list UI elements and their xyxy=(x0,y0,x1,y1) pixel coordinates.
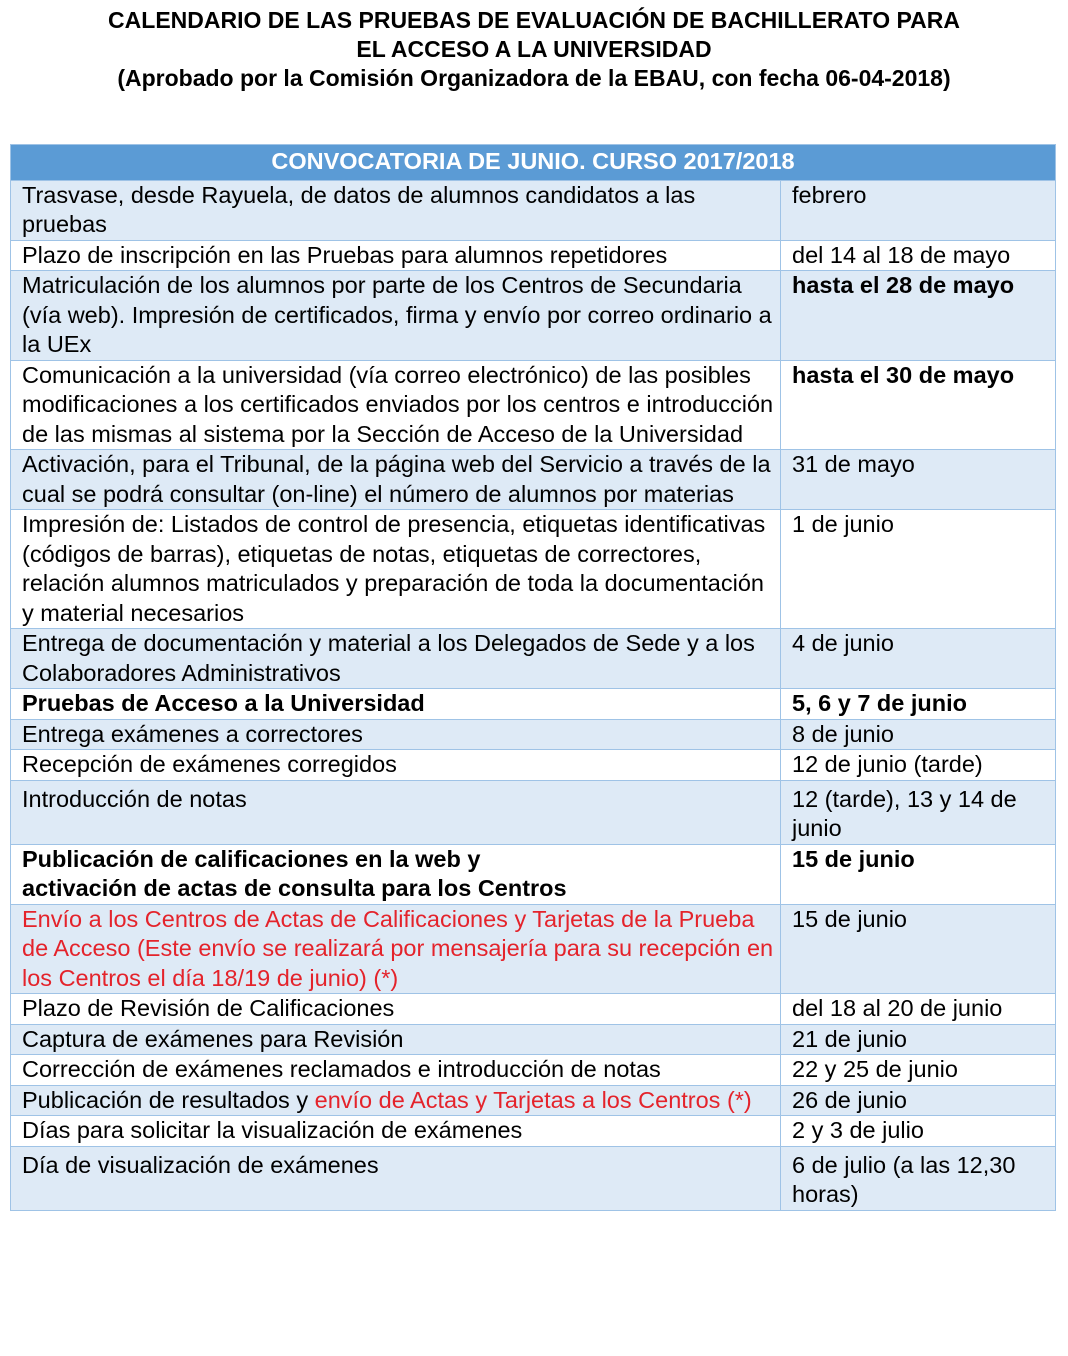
table-row xyxy=(11,750,1056,781)
table-row xyxy=(11,240,1056,271)
header-approval-note: (Aprobado por la Comisión Organizadora de la EBAU, con fecha 06-04-2018) xyxy=(117,65,951,91)
table-row xyxy=(11,1085,1056,1116)
table-row xyxy=(11,629,1056,689)
table-header-row xyxy=(11,145,1056,181)
table-row xyxy=(11,450,1056,510)
table-row xyxy=(11,689,1056,720)
activity-line: activación de actas de consulta para los Centros xyxy=(22,875,567,901)
activity-text: Publicación de resultados y xyxy=(22,1086,315,1113)
document-header xyxy=(0,6,1068,93)
table-row xyxy=(11,719,1056,750)
table-row xyxy=(11,510,1056,629)
activity-cell: Activación, para el Tribunal, de la página web del Servicio a través de la cual se podrá consultar (on-line) el número de alumnos por materias xyxy=(11,450,781,510)
activity-cell: Recepción de exámenes corregidos xyxy=(11,750,781,781)
date-cell: 15 de junio xyxy=(781,904,1056,994)
table-title: CONVOCATORIA DE JUNIO. CURSO 2017/2018 xyxy=(11,145,1056,181)
table-row xyxy=(11,1116,1056,1147)
table-row xyxy=(11,1024,1056,1055)
date-cell: del 18 al 20 de junio xyxy=(781,994,1056,1025)
table-row xyxy=(11,904,1056,994)
activity-cell: Pruebas de Acceso a la Universidad xyxy=(11,689,781,720)
date-cell: hasta el 28 de mayo xyxy=(781,271,1056,361)
activity-cell xyxy=(11,1085,781,1116)
date-cell: 5, 6 y 7 de junio xyxy=(781,689,1056,720)
date-cell: 15 de junio xyxy=(781,844,1056,904)
table-row xyxy=(11,994,1056,1025)
date-cell: febrero xyxy=(781,180,1056,240)
date-cell: 8 de junio xyxy=(781,719,1056,750)
table-row xyxy=(11,844,1056,904)
date-cell: hasta el 30 de mayo xyxy=(781,360,1056,450)
activity-cell: Comunicación a la universidad (vía correo electrónico) de las posibles modificaciones a los certificados enviados por los centros e introducción de las mismas al sistema por la Sección de Acceso de la Universidad xyxy=(11,360,781,450)
activity-cell: Días para solicitar la visualización de exámenes xyxy=(11,1116,781,1147)
table-row xyxy=(11,1055,1056,1086)
activity-cell xyxy=(11,844,781,904)
table-row xyxy=(11,271,1056,361)
date-cell: 2 y 3 de julio xyxy=(781,1116,1056,1147)
activity-cell: Plazo de inscripción en las Pruebas para alumnos repetidores xyxy=(11,240,781,271)
calendar-table xyxy=(10,144,1056,1211)
activity-cell: Plazo de Revisión de Calificaciones xyxy=(11,994,781,1025)
date-cell: 26 de junio xyxy=(781,1085,1056,1116)
activity-cell: Matriculación de los alumnos por parte de los Centros de Secundaria (vía web). Impresión de certificados, firma y envío por correo ordinario a la UEx xyxy=(11,271,781,361)
date-cell: 6 de julio (a las 12,30 horas) xyxy=(781,1146,1056,1210)
header-title-line-1: CALENDARIO DE LAS PRUEBAS DE EVALUACIÓN DE BACHILLERATO PARA xyxy=(108,7,960,33)
header-title-line-2: EL ACCESO A LA UNIVERSIDAD xyxy=(356,36,712,62)
activity-cell: Envío a los Centros de Actas de Calificaciones y Tarjetas de la Prueba de Acceso (Este envío se realizará por mensajería para su recepción en los Centros el día 18/19 de junio) (*) xyxy=(11,904,781,994)
activity-line: Publicación de calificaciones en la web y xyxy=(22,845,481,872)
activity-cell: Captura de exámenes para Revisión xyxy=(11,1024,781,1055)
date-cell: del 14 al 18 de mayo xyxy=(781,240,1056,271)
date-cell: 22 y 25 de junio xyxy=(781,1055,1056,1086)
activity-cell: Corrección de exámenes reclamados e introducción de notas xyxy=(11,1055,781,1086)
table-row xyxy=(11,180,1056,240)
activity-cell: Entrega exámenes a correctores xyxy=(11,719,781,750)
date-cell: 31 de mayo xyxy=(781,450,1056,510)
activity-cell: Impresión de: Listados de control de presencia, etiquetas identificativas (códigos de barras), etiquetas de notas, etiquetas de correctores, relación alumnos matriculados y preparación de toda la documentación y material necesarios xyxy=(11,510,781,629)
date-cell: 4 de junio xyxy=(781,629,1056,689)
activity-cell: Introducción de notas xyxy=(11,780,781,844)
table-row xyxy=(11,360,1056,450)
activity-text-highlight: envío de Actas y Tarjetas a los Centros (*) xyxy=(314,1086,752,1113)
activity-cell: Día de visualización de exámenes xyxy=(11,1146,781,1210)
activity-cell: Entrega de documentación y material a los Delegados de Sede y a los Colaboradores Administrativos xyxy=(11,629,781,689)
table-row xyxy=(11,780,1056,844)
date-cell: 1 de junio xyxy=(781,510,1056,629)
table-row xyxy=(11,1146,1056,1210)
date-cell: 12 (tarde), 13 y 14 de junio xyxy=(781,780,1056,844)
activity-cell: Trasvase, desde Rayuela, de datos de alumnos candidatos a las pruebas xyxy=(11,180,781,240)
date-cell: 12 de junio (tarde) xyxy=(781,750,1056,781)
date-cell: 21 de junio xyxy=(781,1024,1056,1055)
